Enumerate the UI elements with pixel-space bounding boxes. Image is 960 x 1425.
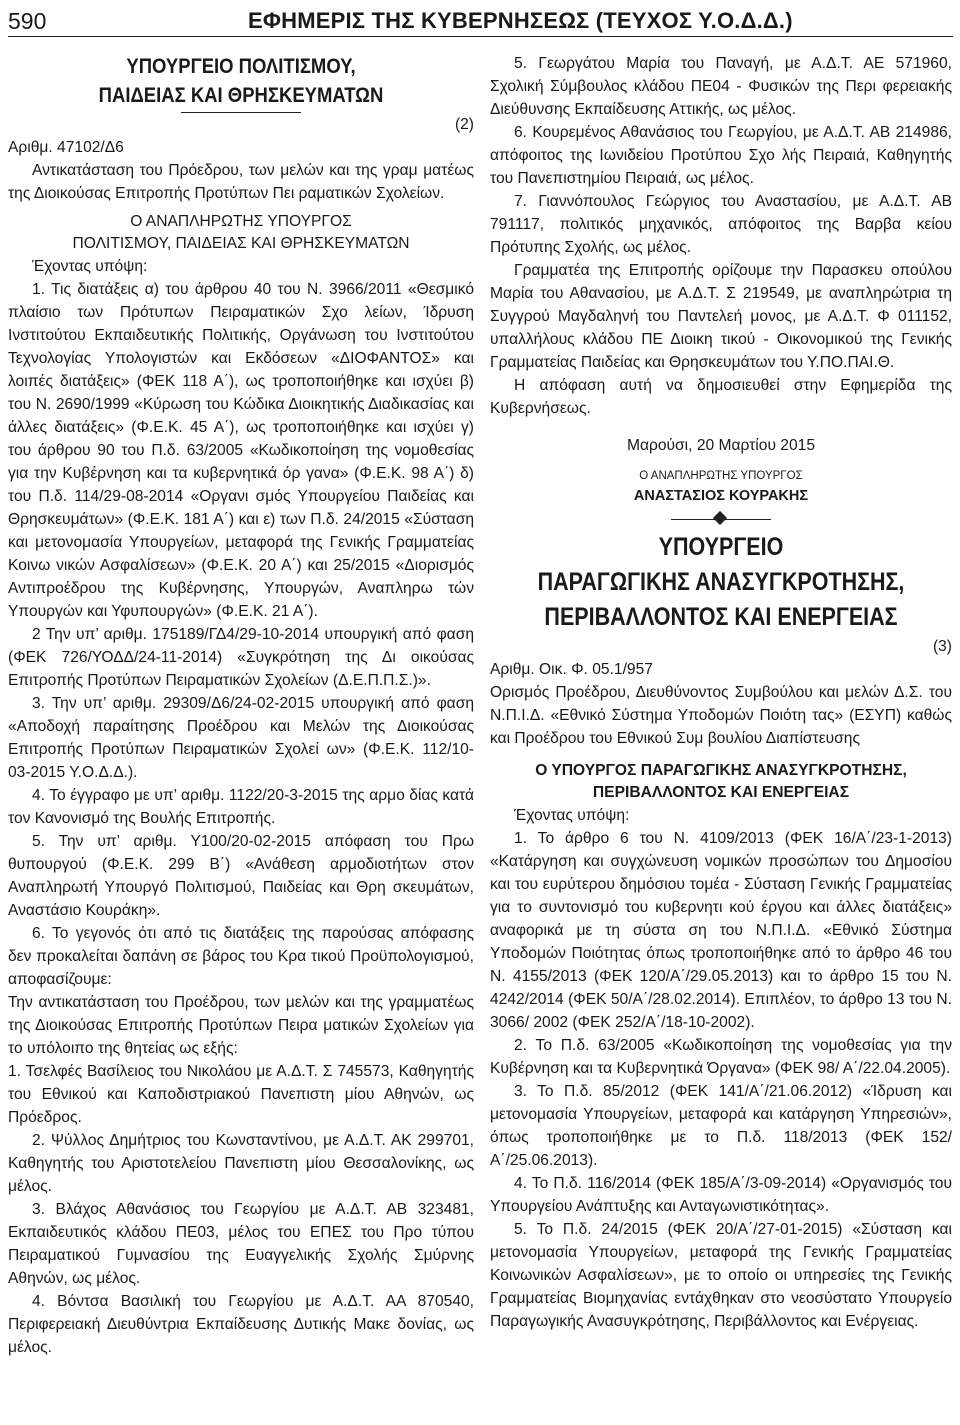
gazette-title: ΕΦΗΜΕΡΙΣ ΤΗΣ ΚΥΒΕΡΝΗΣΕΩΣ (ΤΕΥΧΟΣ Υ.Ο.Δ.Δ.) bbox=[248, 8, 793, 33]
ministry-heading-line2: ΠΑΙΔΕΙΑΣ ΚΑΙ ΘΡΗΣΚΕΥΜΑΤΩΝ bbox=[98, 83, 384, 107]
left-column bbox=[8, 52, 474, 1359]
paragraph: 2 Την υπ’ αριθμ. 175189/ΓΔ4/29-10-2014 υπουργική από φαση (ΦΕΚ 726/ΥΟΔΔ/24-11-2014) «Συγκρότηση της Δι οικούσας Επιτροπής Προτύπων Πειραματικών Σχολείων (Δ.Ε.Π.Π.Σ.)». bbox=[8, 626, 474, 689]
considering-label: Έχοντας υπόψη: bbox=[32, 258, 148, 275]
paragraph: 4. Το έγγραφο με υπ’ αριθμ. 1122/20-3-2015 της αρμο δίας κατά τον Κανονισμό της Βουλής Επιτροπής. bbox=[8, 787, 474, 827]
paragraph: Την αντικατάσταση του Προέδρου, των μελών και της γραμματέως της Διοικούσας Επιτροπής Προτύπων Πειρα ματικών Σχολείων για το υπόλοιπο της θητείας ως εξής: bbox=[8, 994, 474, 1057]
decision-subject: Ορισμός Προέδρου, Διευθύνοντος Συμβούλου και μελών Δ.Σ. του Ν.Π.Ι.Δ. «Εθνικό Σύστημα Υποδομών Ποιότη τας» (ΕΣΥΠ) καθώς και Προέδρου του Εθνικού Συμ βουλίου Διαπίστευσης bbox=[490, 684, 952, 747]
authority-line1: Ο ΥΠΟΥΡΓΟΣ ΠΑΡΑΓΩΓΙΚΗΣ ΑΝΑΣΥΓΚΡΟΤΗΣΗΣ, bbox=[535, 762, 907, 779]
paragraph: 6. Κουρεμένος Αθανάσιος του Γεωργίου, με Α.Δ.Τ. ΑΒ 214986, απόφοιτος της Ιωνιδείου Προτύπου Σχο λής Πειραιά, Καθηγητής του Πανεπιστημίου Πειραιά, ως μέλος. bbox=[490, 124, 952, 187]
decision-number: Αριθμ. 47102/Δ6 bbox=[8, 139, 124, 156]
paragraph: Η απόφαση αυτή να δημοσιευθεί στην Εφημερίδα της Κυβερνήσεως. bbox=[490, 377, 952, 417]
signer-title: Ο ΑΝΑΠΛΗΡΩΤΗΣ ΥΠΟΥΡΓΟΣ bbox=[639, 470, 803, 482]
paragraph: 2. Ψύλλος Δημήτριος του Κωνσταντίνου, με Α.Δ.Τ. ΑΚ 299701, Καθηγητής του Αριστοτελείου Πανεπιστη μίου Θεσσαλονίκης, ως μέλος. bbox=[8, 1132, 474, 1195]
paragraph: 5. Γεωργάτου Μαρία του Παναγή, με Α.Δ.Τ. ΑΕ 571960, Σχολική Σύμβουλος κλάδου ΠΕ04 - Φυσικών της Περι φερειακής Διεύθυνσης Εκπαίδευσης Αττικής, ως μέλος. bbox=[490, 55, 952, 118]
considering-label: Έχοντας υπόψη: bbox=[514, 807, 630, 824]
page-number: 590 bbox=[8, 8, 47, 34]
section-divider bbox=[671, 512, 771, 526]
decision-subject: Αντικατάσταση του Πρόεδρου, των μελών και της γραμ ματέως της Διοικούσας Επιτροπής Προτύπων Πει ραματικών Σχολείων. bbox=[8, 162, 474, 202]
right-column bbox=[490, 52, 952, 1333]
paragraph: Γραμματέα της Επιτροπής ορίζουμε την Παρασκευ οπούλου Μαρία του Αθανασίου, με Α.Δ.Τ. Σ 219549, με αναπληρώτρια τη Συγγρού Μαγδαληνή του Παντελεή μονος, με Α.Δ.Τ. Φ 011152, υπαλλήλους κλάδου ΠΕ Διοικη τικού - Οικονομικού της Γενικής Γραμματείας Παιδείας και Θρησκευμάτων του Υ.ΠΟ.ΠΑΙ.Θ. bbox=[490, 262, 952, 371]
signer-name: ΑΝΑΣΤΑΣΙΟΣ ΚΟΥΡΑΚΗΣ bbox=[633, 488, 809, 504]
paragraph: 5. Την υπ’ αριθμ. Υ100/20-02-2015 απόφαση του Πρω θυπουργού (Φ.Ε.Κ. 299 Β΄) «Ανάθεση αρμοδιοτήτων στον Αναπληρωτή Υπουργό Πολιτισμού, Παιδείας και Θρη σκευμάτων, Αναστάσιο Κουράκη». bbox=[8, 833, 474, 919]
authority-line1: Ο ΑΝΑΠΛΗΡΩΤΗΣ ΥΠΟΥΡΓΟΣ bbox=[130, 213, 352, 230]
paragraph: 3. Το Π.δ. 85/2012 (ΦΕΚ 141/Α΄/21.06.2012) «Ίδρυση και μετονομασία Υπουργείων, μεταφορά και κατάργηση Υπηρεσιών», όπως τροποποιήθηκε με το Π.δ. 118/2013 (ΦΕΚ 152/Α΄/25.06.2013). bbox=[490, 1083, 952, 1169]
item-number: (2) bbox=[454, 116, 474, 133]
ministry2-heading-line2: ΠΑΡΑΓΩΓΙΚΗΣ ΑΝΑΣΥΓΚΡΟΤΗΣΗΣ, bbox=[537, 568, 905, 596]
item-number: (3) bbox=[932, 638, 952, 655]
paragraph: 1. Το άρθρο 6 του Ν. 4109/2013 (ΦΕΚ 16/Α΄/23-1-2013) «Κατάργηση και συγχώνευση νομικών προσώπων του Δημοσίου και του ευρύτερου δημόσιου τομέα - Σύσταση Γενικής Γραμματείας για το συντονισμό του κυβερνητι κού έργου και άλλες διατάξεις» αναφορικά με τη σύστα ση του Ν.Π.Ι.Δ. «Εθνικό Σύστημα Υποδομών Ποιότητας όπως τροποποιήθηκε από το άρθρο 46 του Ν. 4155/2013 (ΦΕΚ 120/Α΄/29.05.2013) και το άρθρο 15 του Ν. 4242/2014 (ΦΕΚ 50/Α΄/28.02.2014). Επιπλέον, το άρθρο 13 του Ν. 3066/ 2002 (ΦΕΚ 252/Α΄/18-10-2002). bbox=[490, 830, 952, 1031]
diamond-ornament-icon bbox=[713, 511, 727, 525]
paragraph: 4. Το Π.δ. 116/2014 (ΦΕΚ 185/Α΄/3-09-2014) «Οργανισμός του Υπουργείου Ανάπτυξης και Ανταγωνιστικότητας». bbox=[490, 1175, 952, 1215]
decision-number: Αριθμ. Οικ. Φ. 05.1/957 bbox=[490, 661, 653, 678]
page-header bbox=[8, 10, 953, 37]
paragraph: 1. Τις διατάξεις α) του άρθρου 40 του Ν. 3966/2011 «Θεσμικό πλαίσιο των Πρότυπων Πειραματικών Σχο λείων, Ίδρυση Ινστιτούτου Εκπαιδευτικής Πολιτικής, Οργάνωση του Ινστιτούτου Τεχνολογίας Υπολογιστών και Εκδόσεων «ΔΙΟΦΑΝΤΟΣ» και λοιπές διατάξεις» (ΦΕΚ 118 Α΄), ως τροποποιήθηκε και ισχύει β) του Ν. 2690/1999 «Κύρωση του Κώδικα Διοικητικής Διαδικασίας και άλλες διατάξεις» (Φ.Ε.Κ. 45 Α΄), ως τροποποιήθηκε και ισχύει γ) του άρθρου 90 του Π.δ. 63/2005 «Κωδικοποίηση της νομοθεσίας για την Κυβέρνηση και τα κυβερνητικά όρ γανα» (Φ.Ε.Κ. 98 Α΄) δ) του Π.δ. 114/29-08-2014 «Οργανι σμός Υπουργείου Παιδείας και Θρησκευμάτων» (Φ.Ε.Κ. 181 Α΄) και ε) των Π.δ. 24/2015 «Σύσταση και μετονομασία Υπουργείων, μεταφορά της Γενικής Γραμματείας Κοινω νικών Ασφαλίσεων» (Φ.Ε.Κ. 20 Α΄) και 25/2015 «Διορισμός Αντιπροέδρου της Κυβέρνησης, Υπουργών, Αναπληρω τών Υπουργών και Υφυπουργών» (Φ.Ε.Κ. 21 Α΄). bbox=[8, 281, 474, 620]
ministry-heading bbox=[41, 52, 442, 110]
paragraph: 5. Το Π.δ. 24/2015 (ΦΕΚ 20/Α΄/27-01-2015) «Σύσταση και μετονομασία Υπουργείων, μεταφορά της Γενικής Γραμματείας Κοινωνικών Ασφαλίσεων», με το οποίο οι υπηρεσίες της Γενικής Γραμματείας Βιομηχανίας εντάχθηκαν στο νεοσύστατο Υπουργείο Παραγωγικής Ανασυγκρότησης, Περιβάλλοντος και Ενέργειας. bbox=[490, 1221, 952, 1330]
paragraph: 1. Τσελφές Βασίλειος του Νικολάου με Α.Δ.Τ. Σ 745573, Καθηγητής του Εθνικού και Καποδιστριακού Πανεπιστη μίου Αθηνών, ως Πρόεδρος. bbox=[8, 1063, 474, 1126]
paragraph: 4. Βόντσα Βασιλική του Γεωργίου με Α.Δ.Τ. ΑΑ 870540, Περιφερειακή Διευθύντρια Εκπαίδευσης Δυτικής Μακε δονίας, ως μέλος. bbox=[8, 1293, 474, 1356]
ministry2-heading bbox=[522, 530, 919, 635]
authority-line2: ΠΟΛΙΤΙΣΜΟΥ, ΠΑΙΔΕΙΑΣ ΚΑΙ ΘΡΗΣΚΕΥΜΑΤΩΝ bbox=[72, 235, 410, 252]
paragraph: 3. Βλάχος Αθανάσιος του Γεωργίου με Α.Δ.Τ. ΑΒ 323481, Εκπαιδευτικός κλάδου ΠΕ03, μέλος του ΕΠΕΣ του Προ τύπου Πειραματικού Γυμνασίου της Ευαγγελικής Σχολής Σμύρνης Αθηνών, ως μέλος. bbox=[8, 1201, 474, 1287]
place-date: Μαρούσι, 20 Μαρτίου 2015 bbox=[626, 437, 815, 454]
authority-line2: ΠΕΡΙΒΑΛΛΟΝΤΟΣ ΚΑΙ ΕΝΕΡΓΕΙΑΣ bbox=[592, 784, 850, 801]
paragraph: 6. Το γεγονός ότι από τις διατάξεις της παρούσας απόφασης δεν προκαλείται δαπάνη σε βάρος του Κρα τικού Προϋπολογισμού, αποφασίζουμε: bbox=[8, 925, 474, 988]
paragraph: 7. Γιαννόπουλος Γεώργιος του Αναστασίου, με Α.Δ.Τ. ΑΒ 791117, πολιτικός μηχανικός, απόφοιτος της Βαρβα κείου Πρότυπης Σχολής, ως μέλος. bbox=[490, 193, 952, 256]
paragraph: 2. Το Π.δ. 63/2005 «Κωδικοποίηση της νομοθεσίας για την Κυβέρνηση και τα Κυβερνητικά Όργανα» (ΦΕΚ 98/ Α΄/22.04.2005). bbox=[490, 1037, 952, 1077]
ministry-heading-line1: ΥΠΟΥΡΓΕΙΟ ΠΟΛΙΤΙΣΜΟΥ, bbox=[126, 54, 356, 78]
paragraph: 3. Την υπ’ αριθμ. 29309/Δ6/24-02-2015 υπουργική από φαση «Αποδοχή παραίτησης Προέδρου και Μελών της Διοικούσας Επιτροπής Προτύπων Πειραματικών Σχολεί ων» (Φ.Ε.Κ. 112/10-03-2015 Υ.Ο.Δ.Δ.). bbox=[8, 695, 474, 781]
ministry2-heading-line3: ΠΕΡΙΒΑΛΛΟΝΤΟΣ ΚΑΙ ΕΝΕΡΓΕΙΑΣ bbox=[544, 603, 898, 631]
ministry2-heading-line1: ΥΠΟΥΡΓΕΙΟ bbox=[658, 533, 784, 561]
